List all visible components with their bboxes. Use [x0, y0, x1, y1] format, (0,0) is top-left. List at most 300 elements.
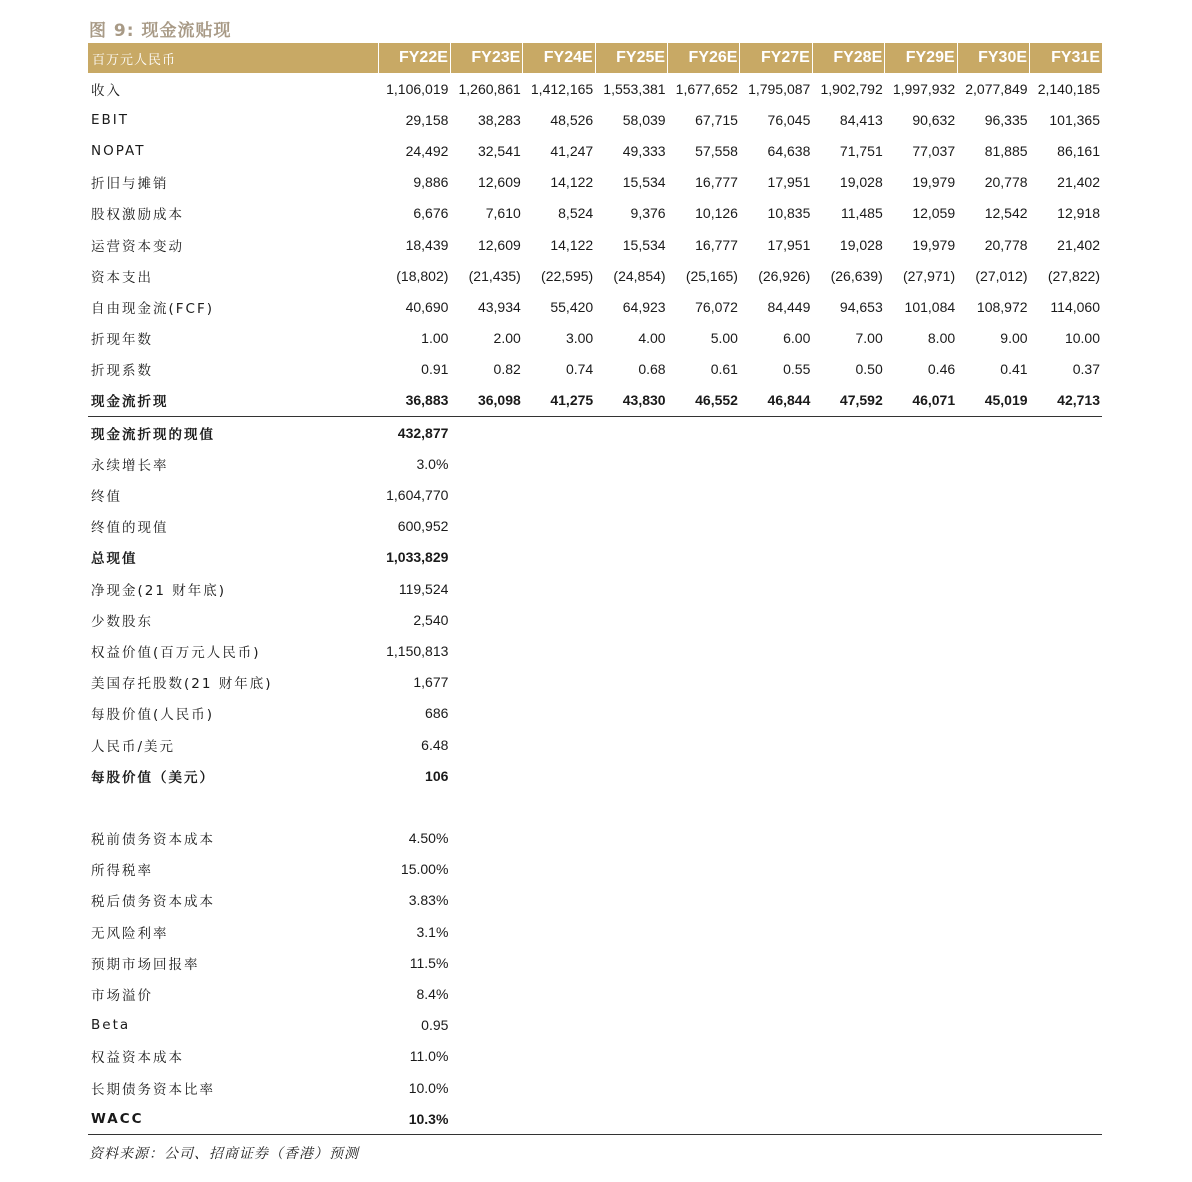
empty-cell [668, 760, 740, 791]
empty-cell [740, 947, 812, 978]
empty-cell [450, 417, 522, 449]
value-cell: 8.00 [927, 330, 956, 347]
empty-cell [595, 573, 667, 604]
valuation-row [88, 511, 1102, 542]
empty-cell [523, 823, 595, 854]
value-cell: 43,830 [595, 385, 667, 417]
empty-cell [450, 479, 522, 510]
value-cell: 1,260,861 [458, 80, 521, 97]
value-cell: 10.0% [408, 1079, 449, 1096]
empty-cell [1030, 667, 1102, 698]
year-header: FY22E [378, 43, 450, 73]
empty-cell [595, 1041, 667, 1072]
empty-cell [957, 978, 1029, 1009]
empty-cell [740, 573, 812, 604]
empty-cell [450, 542, 522, 573]
empty-cell [523, 573, 595, 604]
empty-cell [957, 417, 1029, 449]
empty-cell [595, 885, 667, 916]
empty-cell [595, 760, 667, 791]
empty-cell [957, 1041, 1029, 1072]
empty-cell [595, 729, 667, 760]
value-cell: (27,971) [902, 267, 956, 284]
row-label: 市场溢价 [91, 988, 153, 1005]
empty-cell [740, 417, 812, 449]
value-cell: 11.0% [409, 1048, 449, 1065]
value-cell: 64,638 [767, 142, 811, 159]
empty-cell [1030, 417, 1102, 449]
empty-cell [450, 448, 522, 479]
wacc-row [88, 1072, 1102, 1103]
empty-cell [957, 698, 1029, 729]
value-cell: 0.46 [927, 361, 956, 378]
row-label: 税后债务资本成本 [91, 894, 215, 911]
empty-cell [957, 1072, 1029, 1103]
empty-cell [523, 1103, 595, 1135]
value-cell: 7.00 [855, 330, 883, 347]
value-cell: 19,979 [912, 174, 956, 191]
empty-cell [668, 1072, 740, 1103]
source-note: 资料来源：公司、招商证券（香港）预测 [89, 1146, 359, 1162]
empty-cell [1030, 854, 1102, 885]
empty-cell [1030, 1072, 1102, 1103]
value-cell: 1,033,829 [386, 549, 449, 566]
value-cell: 57,558 [695, 142, 738, 159]
projection-row [88, 104, 1102, 135]
row-label: 现金流折现的现值 [91, 426, 215, 443]
empty-cell [885, 978, 957, 1009]
value-cell: 15,534 [622, 236, 666, 253]
spacer-row [88, 791, 1102, 822]
empty-cell [812, 448, 884, 479]
empty-cell [885, 791, 957, 822]
value-cell: 686 [425, 705, 449, 722]
row-label: 长期债务资本比率 [91, 1081, 215, 1098]
empty-cell [450, 916, 522, 947]
empty-cell [523, 511, 595, 542]
empty-cell [812, 635, 884, 666]
wacc-row [88, 823, 1102, 854]
value-cell: 6,676 [413, 205, 449, 222]
empty-cell [1030, 823, 1102, 854]
wacc-row [88, 978, 1102, 1009]
empty-cell [740, 604, 812, 635]
empty-cell [668, 542, 740, 573]
value-cell: 432,877 [397, 424, 449, 441]
row-label: 资本支出 [91, 269, 153, 286]
wacc-row [88, 1041, 1102, 1072]
empty-cell [668, 448, 740, 479]
empty-cell [595, 916, 667, 947]
empty-cell [668, 916, 740, 947]
empty-cell [668, 417, 740, 449]
empty-cell [1030, 885, 1102, 916]
year-header: FY28E [812, 43, 884, 73]
value-cell: 1,795,087 [748, 80, 811, 97]
empty-cell [885, 542, 957, 573]
year-header: FY31E [1030, 43, 1102, 73]
row-label: 折旧与摊销 [91, 176, 169, 193]
empty-cell [88, 791, 378, 822]
value-cell: 21,402 [1057, 236, 1100, 253]
value-cell: 0.50 [855, 361, 883, 378]
year-header: FY24E [523, 43, 595, 73]
empty-cell [595, 542, 667, 573]
table-header-row [88, 43, 1102, 73]
value-cell: 81,885 [984, 142, 1028, 159]
row-label: 现金流折现 [88, 385, 378, 417]
row-label: 永续增长率 [91, 457, 169, 474]
empty-cell [595, 511, 667, 542]
valuation-row [88, 698, 1102, 729]
empty-cell [1030, 1103, 1102, 1135]
value-cell: 76,072 [695, 298, 738, 315]
empty-cell [523, 854, 595, 885]
value-cell: 47,592 [812, 385, 884, 417]
projection-row [88, 260, 1102, 291]
value-cell: 14,122 [550, 236, 594, 253]
row-label: 税前债务资本成本 [91, 832, 215, 849]
empty-cell [1030, 479, 1102, 510]
empty-cell [668, 479, 740, 510]
empty-cell [668, 1103, 740, 1135]
wacc-row [88, 916, 1102, 947]
value-cell: 2,140,185 [1037, 80, 1100, 97]
projection-row [88, 135, 1102, 166]
row-label: Beta [91, 1017, 131, 1034]
value-cell: 11.5% [409, 954, 449, 971]
empty-cell [812, 978, 884, 1009]
value-cell: 19,028 [839, 236, 883, 253]
wacc-row [88, 854, 1102, 885]
empty-cell [885, 1010, 957, 1041]
value-cell: 32,541 [477, 142, 521, 159]
value-cell: 96,335 [984, 111, 1028, 128]
empty-cell [523, 916, 595, 947]
empty-cell [957, 448, 1029, 479]
empty-cell [450, 511, 522, 542]
empty-cell [595, 635, 667, 666]
value-cell: 16,777 [695, 236, 738, 253]
empty-cell [450, 667, 522, 698]
empty-cell [668, 635, 740, 666]
year-header: FY25E [595, 43, 667, 73]
empty-cell [523, 479, 595, 510]
row-label: 运营资本变动 [91, 238, 184, 255]
empty-cell [450, 604, 522, 635]
row-label: 股权激励成本 [91, 207, 184, 224]
row-label: 总现值 [91, 551, 138, 568]
value-cell: 0.82 [493, 361, 521, 378]
empty-cell [1030, 448, 1102, 479]
empty-cell [885, 635, 957, 666]
empty-cell [523, 885, 595, 916]
empty-cell [523, 1041, 595, 1072]
empty-cell [740, 760, 812, 791]
value-cell: 1,677,652 [675, 80, 738, 97]
empty-cell [957, 729, 1029, 760]
projection-row [88, 354, 1102, 385]
value-cell: (26,639) [830, 267, 883, 284]
empty-cell [523, 542, 595, 573]
empty-cell [595, 854, 667, 885]
empty-cell [740, 635, 812, 666]
value-cell: 17,951 [767, 174, 811, 191]
value-cell: 76,045 [767, 111, 811, 128]
empty-cell [378, 791, 450, 822]
empty-cell [450, 978, 522, 1009]
value-cell: 19,028 [839, 174, 883, 191]
empty-cell [668, 729, 740, 760]
empty-cell [595, 1010, 667, 1041]
value-cell: 19,979 [912, 236, 956, 253]
value-cell: 0.91 [421, 361, 449, 378]
value-cell: 46,552 [668, 385, 740, 417]
empty-cell [957, 1010, 1029, 1041]
empty-cell [812, 698, 884, 729]
empty-cell [595, 791, 667, 822]
empty-cell [885, 417, 957, 449]
empty-cell [668, 823, 740, 854]
value-cell: 3.1% [416, 923, 449, 940]
empty-cell [740, 667, 812, 698]
empty-cell [812, 791, 884, 822]
empty-cell [523, 448, 595, 479]
empty-cell [957, 885, 1029, 916]
value-cell: 15.00% [400, 861, 449, 878]
value-cell: 36,098 [450, 385, 522, 417]
value-cell: 106 [425, 767, 449, 784]
value-cell: 5.00 [710, 330, 738, 347]
empty-cell [668, 1010, 740, 1041]
empty-cell [885, 760, 957, 791]
empty-cell [1030, 511, 1102, 542]
empty-cell [812, 1072, 884, 1103]
empty-cell [450, 729, 522, 760]
value-cell: 1,106,019 [386, 80, 449, 97]
empty-cell [450, 947, 522, 978]
empty-cell [595, 417, 667, 449]
value-cell: 0.95 [421, 1017, 449, 1034]
value-cell: 21,402 [1057, 174, 1100, 191]
value-cell: 94,653 [839, 298, 883, 315]
value-cell: 7,610 [485, 205, 521, 222]
empty-cell [740, 823, 812, 854]
value-cell: 41,247 [550, 142, 594, 159]
figure-title: 图 9: 现金流贴现 [89, 21, 232, 41]
value-cell: 11,485 [840, 205, 883, 222]
value-cell: 3.83% [408, 892, 449, 909]
empty-cell [957, 823, 1029, 854]
empty-cell [740, 854, 812, 885]
row-label: EBIT [91, 111, 130, 128]
empty-cell [957, 791, 1029, 822]
empty-cell [885, 1041, 957, 1072]
empty-cell [812, 1041, 884, 1072]
empty-cell [957, 479, 1029, 510]
empty-cell [885, 1103, 957, 1135]
projection-row [88, 229, 1102, 260]
value-cell: 2,077,849 [965, 80, 1028, 97]
value-cell: (27,012) [975, 267, 1028, 284]
empty-cell [740, 729, 812, 760]
empty-cell [523, 1010, 595, 1041]
value-cell: 46,844 [740, 385, 812, 417]
empty-cell [885, 511, 957, 542]
value-cell: (22,595) [541, 267, 594, 284]
value-cell: 1,604,770 [386, 487, 449, 504]
value-cell: 1,150,813 [386, 642, 449, 659]
empty-cell [957, 604, 1029, 635]
empty-cell [1030, 698, 1102, 729]
value-cell: 10.3% [378, 1103, 450, 1135]
empty-cell [740, 978, 812, 1009]
value-cell: 43,934 [477, 298, 521, 315]
empty-cell [450, 885, 522, 916]
value-cell: 64,923 [622, 298, 666, 315]
value-cell: 8.4% [416, 986, 449, 1003]
value-cell: 12,918 [1057, 205, 1100, 222]
value-cell: (21,435) [468, 267, 521, 284]
value-cell: 20,778 [984, 174, 1028, 191]
year-header: FY23E [450, 43, 522, 73]
unit-label: 百万元人民币 [88, 43, 378, 73]
empty-cell [885, 667, 957, 698]
value-cell: 1,412,165 [530, 80, 594, 97]
year-header: FY30E [957, 43, 1029, 73]
empty-cell [523, 604, 595, 635]
value-cell: 67,715 [695, 111, 738, 128]
value-cell: 71,751 [839, 142, 883, 159]
value-cell: 2,540 [413, 611, 449, 628]
empty-cell [740, 511, 812, 542]
empty-cell [957, 542, 1029, 573]
empty-cell [740, 791, 812, 822]
value-cell: 84,449 [767, 298, 811, 315]
empty-cell [450, 760, 522, 791]
valuation-row [88, 573, 1102, 604]
empty-cell [523, 635, 595, 666]
empty-cell [885, 854, 957, 885]
empty-cell [668, 1041, 740, 1072]
valuation-row [88, 635, 1102, 666]
value-cell: 12,059 [912, 205, 956, 222]
value-cell: 24,492 [405, 142, 449, 159]
empty-cell [885, 823, 957, 854]
empty-cell [595, 667, 667, 698]
valuation-row [88, 760, 1102, 791]
value-cell: 600,952 [397, 518, 449, 535]
projection-row [88, 167, 1102, 198]
year-header: FY26E [668, 43, 740, 73]
value-cell: 1,997,932 [892, 80, 956, 97]
row-label: 权益价值(百万元人民币) [91, 644, 261, 661]
row-label: NOPAT [91, 142, 146, 159]
value-cell: 16,777 [695, 174, 738, 191]
value-cell: 42,713 [1030, 385, 1102, 417]
empty-cell [1030, 604, 1102, 635]
row-label: 终值的现值 [91, 520, 169, 537]
empty-cell [885, 573, 957, 604]
value-cell: 41,275 [523, 385, 595, 417]
empty-cell [523, 729, 595, 760]
empty-cell [812, 729, 884, 760]
value-cell: 6.00 [783, 330, 811, 347]
empty-cell [885, 1072, 957, 1103]
empty-cell [812, 823, 884, 854]
value-cell: 90,632 [912, 111, 956, 128]
value-cell: (27,822) [1047, 267, 1100, 284]
value-cell: 108,972 [976, 298, 1028, 315]
empty-cell [595, 823, 667, 854]
empty-cell [450, 1010, 522, 1041]
value-cell: 49,333 [622, 142, 666, 159]
empty-cell [523, 791, 595, 822]
empty-cell [885, 448, 957, 479]
row-label: 美国存托股数(21 财年底) [91, 676, 273, 693]
empty-cell [595, 1103, 667, 1135]
empty-cell [1030, 791, 1102, 822]
empty-cell [1030, 542, 1102, 573]
valuation-row [88, 448, 1102, 479]
empty-cell [1030, 916, 1102, 947]
empty-cell [1030, 729, 1102, 760]
empty-cell [523, 698, 595, 729]
value-cell: 84,413 [839, 111, 883, 128]
empty-cell [1030, 978, 1102, 1009]
value-cell: 0.68 [638, 361, 666, 378]
year-header: FY27E [740, 43, 812, 73]
empty-cell [523, 1072, 595, 1103]
value-cell: (26,926) [758, 267, 811, 284]
empty-cell [740, 885, 812, 916]
value-cell: 10.00 [1064, 330, 1100, 347]
empty-cell [957, 573, 1029, 604]
empty-cell [812, 947, 884, 978]
empty-cell [740, 448, 812, 479]
empty-cell [885, 916, 957, 947]
empty-cell [740, 479, 812, 510]
value-cell: 12,542 [984, 205, 1028, 222]
value-cell: 15,534 [622, 174, 666, 191]
empty-cell [450, 573, 522, 604]
empty-cell [450, 635, 522, 666]
value-cell: 55,420 [550, 298, 594, 315]
value-cell: 0.55 [783, 361, 811, 378]
empty-cell [523, 947, 595, 978]
empty-cell [885, 604, 957, 635]
empty-cell [450, 791, 522, 822]
empty-cell [450, 1041, 522, 1072]
projection-row [88, 291, 1102, 322]
value-cell: 1,902,792 [820, 80, 883, 97]
value-cell: 12,609 [477, 236, 521, 253]
empty-cell [957, 760, 1029, 791]
empty-cell [812, 760, 884, 791]
valuation-row [88, 542, 1102, 573]
row-label: 每股价值(人民币) [91, 707, 215, 724]
value-cell: (25,165) [685, 267, 738, 284]
empty-cell [812, 1010, 884, 1041]
row-label: 折现年数 [91, 332, 153, 349]
empty-cell [812, 854, 884, 885]
wacc-row [88, 1010, 1102, 1041]
empty-cell [450, 1072, 522, 1103]
empty-cell [885, 947, 957, 978]
empty-cell [595, 448, 667, 479]
valuation-row [88, 667, 1102, 698]
value-cell: 1,553,381 [603, 80, 666, 97]
